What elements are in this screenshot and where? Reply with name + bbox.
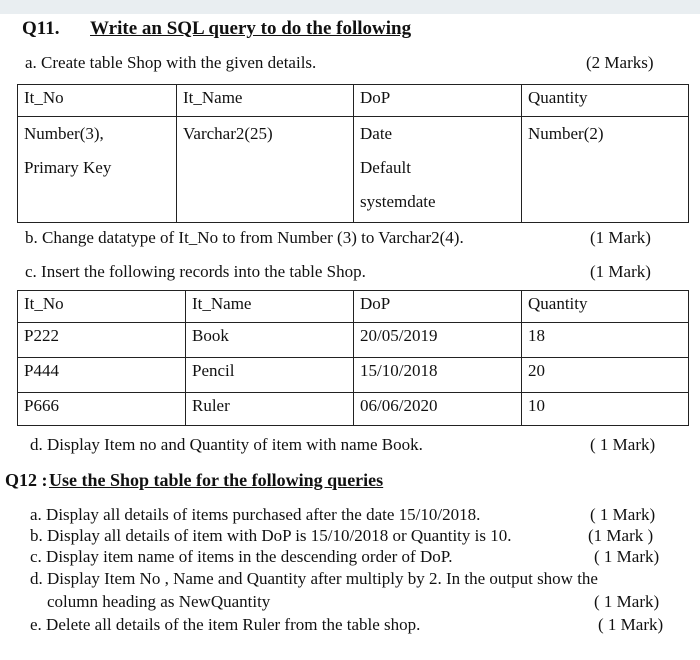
top-band	[0, 0, 700, 14]
schema-cell-line: Default	[360, 158, 411, 177]
records-header-cell: Quantity	[522, 291, 689, 323]
q12-item-e: e. Delete all details of the item Ruler from the table shop.	[30, 615, 421, 634]
records-cell: P222	[18, 323, 186, 358]
q12-number: Q12 :	[5, 470, 48, 490]
q12-item-e-marks: ( 1 Mark)	[598, 615, 664, 634]
records-row	[18, 358, 689, 393]
records-header-row	[18, 291, 689, 323]
records-cell: 20	[522, 358, 689, 393]
records-cell: Book	[186, 323, 354, 358]
records-row	[18, 393, 689, 426]
schema-cell	[177, 117, 354, 223]
q12-item-a-marks: ( 1 Mark)	[590, 505, 656, 524]
q12-item-a: a. Display all details of items purchased after the date 15/10/2018.	[30, 505, 481, 524]
q12-item-c-marks: ( 1 Mark)	[594, 547, 660, 566]
q12-item-b-marks: (1 Mark )	[588, 526, 654, 545]
records-cell: 15/10/2018	[354, 358, 522, 393]
q11-part-c: c. Insert the following records into the table Shop.	[25, 262, 366, 281]
schema-cell	[18, 117, 177, 223]
schema-header-cell: It_No	[18, 85, 177, 117]
q12-item-d-cont: column heading as NewQuantity	[47, 592, 271, 611]
schema-cell	[354, 117, 522, 223]
schema-cell-line: Number(3),	[24, 124, 104, 143]
q11-part-b: b. Change datatype of It_No to from Number (3) to Varchar2(4).	[25, 228, 464, 247]
records-cell: 20/05/2019	[354, 323, 522, 358]
q11-title: Write an SQL query to do the following	[90, 18, 412, 39]
records-cell: P444	[18, 358, 186, 393]
shop-schema-table	[17, 84, 689, 223]
q11-number: Q11.	[22, 18, 60, 39]
schema-header-cell: It_Name	[177, 85, 354, 117]
q11-part-a: a. Create table Shop with the given details.	[25, 53, 317, 72]
records-header-cell: DoP	[354, 291, 522, 323]
schema-cell-line: Primary Key	[24, 158, 112, 177]
schema-row	[18, 117, 689, 223]
q11-part-d: d. Display Item no and Quantity of item with name Book.	[30, 435, 423, 454]
q11-part-c-marks: (1 Mark)	[590, 262, 651, 281]
schema-header-cell: Quantity	[522, 85, 689, 117]
schema-cell-line: Varchar2(25)	[183, 124, 273, 143]
records-cell: Pencil	[186, 358, 354, 393]
records-cell: P666	[18, 393, 186, 426]
q12-item-b: b. Display all details of item with DoP is 15/10/2018 or Quantity is 10.	[30, 526, 512, 545]
records-cell: 06/06/2020	[354, 393, 522, 426]
records-row	[18, 323, 689, 358]
q11-part-a-marks: (2 Marks)	[586, 53, 654, 72]
schema-cell-line: Number(2)	[528, 124, 604, 143]
schema-cell	[522, 117, 689, 223]
q12-item-d-marks: ( 1 Mark)	[594, 592, 660, 611]
schema-cell-line: systemdate	[360, 192, 436, 211]
q12-item-d: d. Display Item No , Name and Quantity after multiply by 2. In the output show the	[30, 569, 598, 588]
records-header-cell: It_Name	[186, 291, 354, 323]
q11-part-b-marks: (1 Mark)	[590, 228, 651, 247]
records-header-cell: It_No	[18, 291, 186, 323]
shop-records-table	[17, 290, 689, 426]
records-cell: Ruler	[186, 393, 354, 426]
q12-item-c: c. Display item name of items in the descending order of DoP.	[30, 547, 453, 566]
q11-part-d-marks: ( 1 Mark)	[590, 435, 656, 454]
q12-title: Use the Shop table for the following queries	[49, 470, 384, 490]
records-cell: 18	[522, 323, 689, 358]
records-cell: 10	[522, 393, 689, 426]
schema-header-row	[18, 85, 689, 117]
schema-header-cell: DoP	[354, 85, 522, 117]
schema-cell-line: Date	[360, 124, 393, 143]
